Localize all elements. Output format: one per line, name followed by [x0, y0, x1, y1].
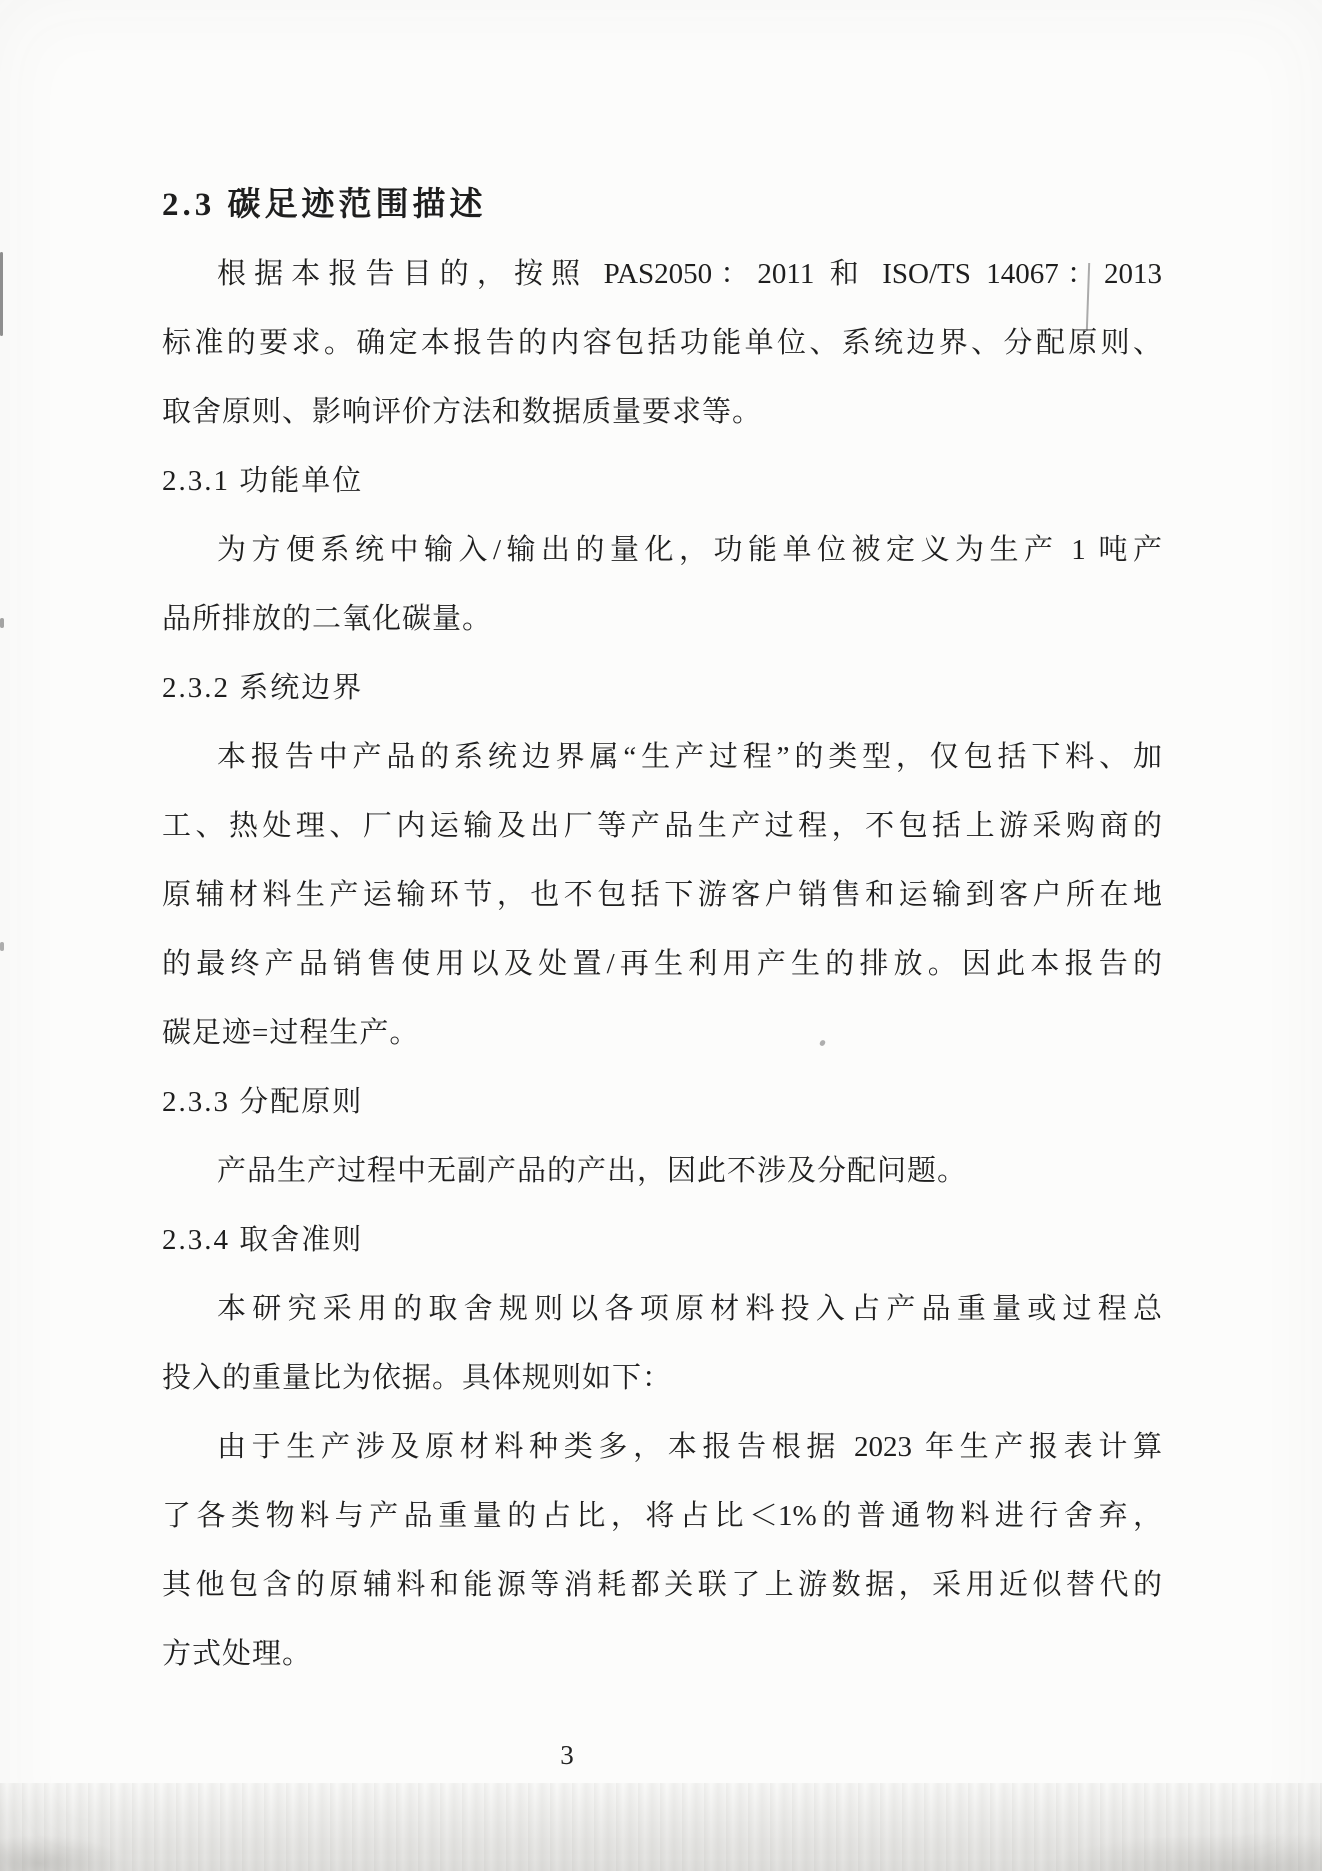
heading-2-3: 2.3 碳足迹范围描述: [162, 187, 487, 223]
text-line: 为方便系统中输入/输出的量化，功能单位被定义为生产 1 吨产: [217, 534, 1162, 566]
text-line: 由于生产涉及原材料种类多，本报告根据 2023 年生产报表计算: [217, 1431, 1162, 1463]
heading-2-3-4: 2.3.4 取舍准则: [162, 1224, 364, 1256]
heading-2-3-2: 2.3.2 系统边界: [162, 672, 364, 704]
page-number: 3: [560, 1740, 574, 1770]
heading-2-3-3: 2.3.3 分配原则: [162, 1086, 364, 1118]
scan-artifact: [0, 618, 4, 628]
text-line: 的最终产品销售使用以及处置/再生利用产生的排放。因此本报告的: [162, 948, 1162, 980]
text-line: 标准的要求。确定本报告的内容包括功能单位、系统边界、分配原则、: [162, 327, 1162, 359]
text-line: 投入的重量比为依据。具体规则如下：: [162, 1362, 673, 1394]
scan-artifact: [0, 942, 4, 951]
text-line: 碳足迹=过程生产。: [162, 1017, 420, 1049]
text-line: 产品生产过程中无副产品的产出，因此不涉及分配问题。: [217, 1155, 968, 1187]
heading-2-3-1: 2.3.1 功能单位: [162, 465, 364, 497]
text-line: 方式处理。: [162, 1638, 313, 1670]
text-line: 根据本报告目的，按照 PAS2050：2011 和 ISO/TS 14067：2013: [217, 258, 1162, 290]
scan-artifact: [0, 252, 3, 336]
text-line: 本报告中产品的系统边界属“生产过程”的类型，仅包括下料、加: [217, 741, 1162, 773]
document-lines: [162, 171, 1162, 1689]
text-line: 品所排放的二氧化碳量。: [162, 603, 493, 635]
text-line: 其他包含的原辅料和能源等消耗都关联了上游数据，采用近似替代的: [162, 1569, 1162, 1601]
text-line: 工、热处理、厂内运输及出厂等产品生产过程，不包括上游采购商的: [162, 810, 1162, 842]
text-line: 了各类物料与产品重量的占比，将占比＜1%的普通物料进行舍弃，: [162, 1500, 1162, 1532]
text-line: 取舍原则、影响评价方法和数据质量要求等。: [162, 396, 763, 428]
text-line: 原辅材料生产运输环节，也不包括下游客户销售和运输到客户所在地: [162, 879, 1162, 911]
scan-smudge-bottom: [0, 1783, 1322, 1871]
text-line: 本研究采用的取舍规则以各项原材料投入占产品重量或过程总: [217, 1293, 1162, 1325]
